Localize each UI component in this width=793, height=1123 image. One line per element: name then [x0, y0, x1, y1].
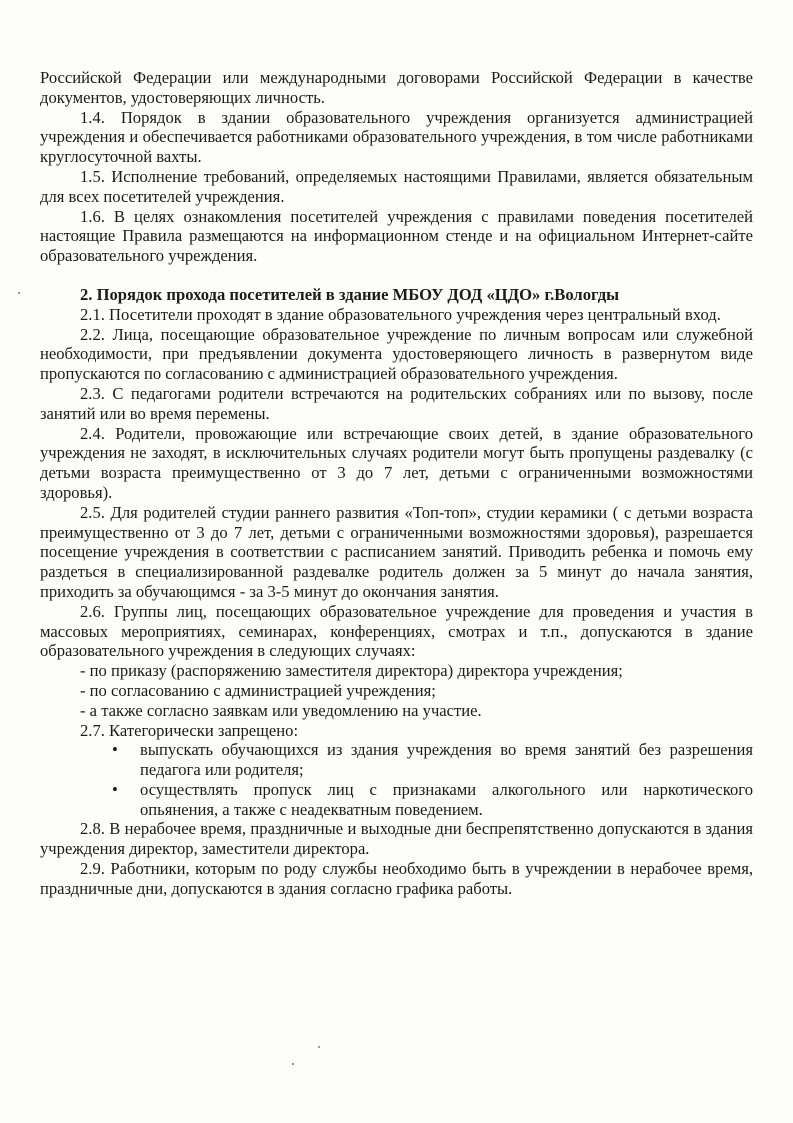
paragraph-2-2: 2.2. Лица, посещающие образовательное учреждение по личным вопросам или служебной необходимости, при предъявлении документа удостоверяющего личность в развернутом виде пропускаются по согласованию с администрацией образовательного учреждения. — [40, 324, 753, 384]
paragraph-1-4: 1.4. Порядок в здании образовательного учреждения организуется администрацией учреждения и обеспечивается работниками образовательного учреждения, в том числе работниками круглосуточной вахты. — [40, 107, 753, 167]
bullet-list-item — [40, 740, 753, 780]
scan-speck — [318, 1046, 320, 1048]
paragraph-2-7: 2.7. Категорически запрещено: — [80, 720, 299, 740]
paragraph-1-6: 1.6. В целях ознакомления посетителей учреждения с правилами поведения посетителей настоящие Правила размещаются на информационном стенде и на официальном Интернет-сайте образовательного учреждения. — [40, 206, 753, 266]
bullet-icon: • — [112, 779, 118, 799]
scan-speck — [292, 1063, 294, 1065]
paragraph-2-4: 2.4. Родители, провожающие или встречающие своих детей, в здание образовательного учреждения не заходят, в исключительных случаях родители могут быть пропущены раздевалку (с детьми возраста преимущественно от 3 до 7 лет, детьми с ограниченными возможностями здоровья). — [40, 423, 753, 502]
paragraph-continuation: Российской Федерации или международными договорами Российской Федерации в качестве документов, удостоверяющих личность. — [40, 68, 753, 107]
bullet-list — [40, 740, 753, 819]
section-heading-2: 2. Порядок прохода посетителей в здание МБОУ ДОД «ЦДО» г.Вологды — [80, 284, 620, 304]
paragraph-2-6: 2.6. Группы лиц, посещающих образовательное учреждение для проведения и участия в массовых мероприятиях, семинарах, конференциях, смотрах и т.п., допускаются в здание образовательного учреждения в следующих случаях: — [40, 601, 753, 661]
section-gap — [40, 266, 753, 285]
paragraph-1-5: 1.5. Исполнение требований, определяемых настоящими Правилами, является обязательным для всех посетителей учреждения. — [40, 166, 753, 206]
paragraph-2-1: 2.1. Посетители проходят в здание образовательного учреждения через центральный вход. — [80, 304, 721, 324]
scan-speck — [18, 292, 20, 294]
dash-list-item: - по согласованию с администрацией учреждения; — [80, 680, 436, 700]
bullet-list-item — [40, 780, 753, 820]
paragraph-2-8: 2.8. В нерабочее время, праздничные и выходные дни беспрепятственно допускаются в здания учреждения директор, заместители директора. — [40, 819, 753, 859]
paragraph-2-9: 2.9. Работники, которым по роду службы необходимо быть в учреждении в нерабочее время, праздничные дни, допускаются в здания согласно графика работы. — [40, 859, 753, 898]
bullet-text: осуществлять пропуск лиц с признаками алкогольного или наркотического опьянения, а также с неадекватным поведением. — [140, 779, 753, 819]
bullet-icon: • — [112, 740, 118, 760]
dash-list-item: - а также согласно заявкам или уведомлению на участие. — [80, 700, 482, 720]
paragraph-2-5: 2.5. Для родителей студии раннего развития «Топ-топ», студии керамики ( с детьми возраста преимущественно от 3 до 7 лет, детьми с ограниченными возможностями здоровья), разрешается посещение учреждения в соответствии с расписанием занятий. Приводить ребенка и помочь ему раздеться в специализированной раздевалке родитель должен за 5 минут до начала занятия, приходить за обучающимся - за 3-5 минут до окончания занятия. — [40, 502, 753, 601]
paragraph-2-3: 2.3. С педагогами родители встречаются на родительских собраниях или по вызову, после занятий или во время перемены. — [40, 383, 753, 423]
bullet-text: выпускать обучающихся из здания учреждения во время занятий без разрешения педагога или родителя; — [140, 740, 753, 780]
dash-list-item: - по приказу (распоряжению заместителя директора) директора учреждения; — [80, 661, 623, 681]
